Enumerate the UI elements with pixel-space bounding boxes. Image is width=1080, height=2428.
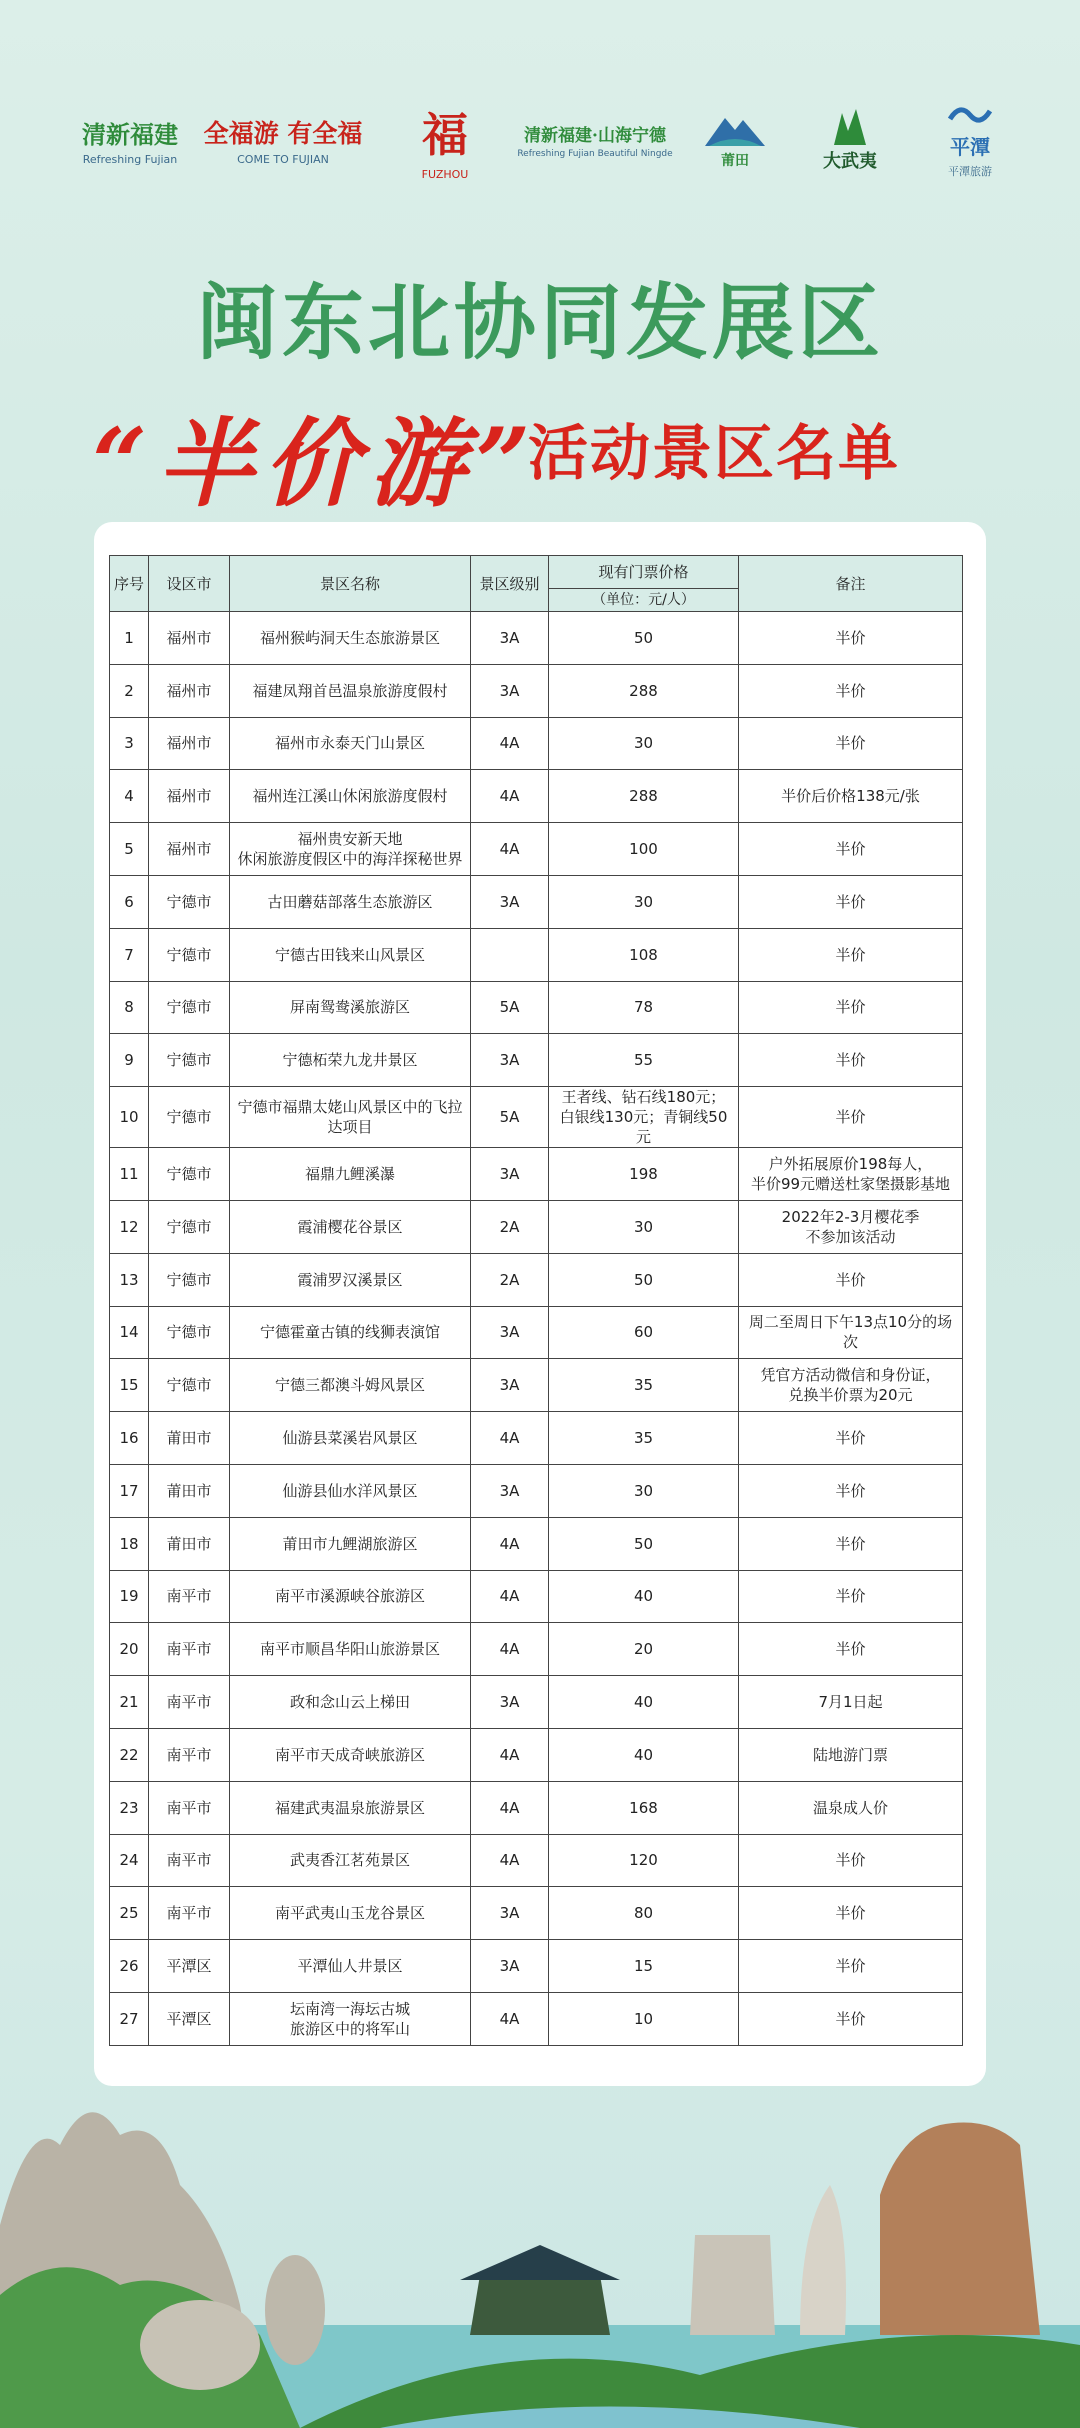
logo-subtext: Refreshing Fujian Beautiful Ningde (517, 149, 673, 159)
cell-city: 莆田市 (149, 1464, 230, 1517)
cell-city: 宁德市 (149, 981, 230, 1034)
header-level: 景区级别 (471, 556, 549, 612)
cell-city: 南平市 (149, 1887, 230, 1940)
cell-price: 55 (549, 1034, 739, 1087)
cell-level: 4A (471, 1517, 549, 1570)
cell-name: 莆田市九鲤湖旅游区 (230, 1517, 471, 1570)
cell-city: 莆田市 (149, 1412, 230, 1465)
cell-level: 4A (471, 1728, 549, 1781)
cell-level: 3A (471, 1034, 549, 1087)
cell-no: 17 (110, 1464, 149, 1517)
cell-note: 半价 (739, 612, 963, 665)
cell-note: 半价 (739, 664, 963, 717)
cell-note: 半价 (739, 1887, 963, 1940)
cell-price: 120 (549, 1834, 739, 1887)
cell-city: 宁德市 (149, 1148, 230, 1201)
table-row (110, 1087, 963, 1148)
logo-text: 清新福建 (82, 119, 178, 149)
table-row (110, 1887, 963, 1940)
logo-subtext: COME TO FUJIAN (237, 153, 329, 166)
cell-level: 4A (471, 1781, 549, 1834)
cell-name: 霞浦樱花谷景区 (230, 1200, 471, 1253)
header-price-unit: （单位：元/人） (549, 589, 739, 612)
header-price: 现有门票价格 (549, 556, 739, 589)
cell-note: 温泉成人价 (739, 1781, 963, 1834)
cell-no: 2 (110, 664, 149, 717)
cell-name: 仙游县仙水洋风景区 (230, 1464, 471, 1517)
cell-level: 4A (471, 823, 549, 876)
cell-city: 南平市 (149, 1676, 230, 1729)
logo-text: 大武夷 (823, 151, 877, 172)
table-row (110, 1306, 963, 1359)
cell-name: 福州贵安新天地 休闲旅游度假区中的海洋探秘世界 (230, 823, 471, 876)
cell-note: 半价 (739, 1992, 963, 2045)
cell-note: 陆地游门票 (739, 1728, 963, 1781)
cell-no: 6 (110, 875, 149, 928)
cell-level: 2A (471, 1253, 549, 1306)
logo-text: 福 (422, 108, 468, 162)
cell-city: 福州市 (149, 770, 230, 823)
cell-name: 仙游县菜溪岩风景区 (230, 1412, 471, 1465)
cell-level (471, 928, 549, 981)
cell-no: 7 (110, 928, 149, 981)
wuyi-logo (800, 95, 900, 185)
cell-city: 福州市 (149, 823, 230, 876)
cell-level: 3A (471, 1887, 549, 1940)
cell-city: 福州市 (149, 717, 230, 770)
cell-no: 21 (110, 1676, 149, 1729)
table-body (110, 612, 963, 2046)
cell-price: 80 (549, 1887, 739, 1940)
cell-note: 半价后价格138元/张 (739, 770, 963, 823)
scenic-spot-table (109, 555, 963, 2046)
mountain-icon (703, 110, 767, 150)
cell-note: 周二至周日下午13点10分的场次 (739, 1306, 963, 1359)
table-row (110, 1464, 963, 1517)
cell-city: 宁德市 (149, 875, 230, 928)
cell-level: 4A (471, 1992, 549, 2045)
cell-price: 20 (549, 1623, 739, 1676)
cell-price: 30 (549, 1464, 739, 1517)
table-row (110, 1148, 963, 1201)
cell-note: 半价 (739, 928, 963, 981)
cell-name: 宁德市福鼎太姥山风景区中的飞拉 达项目 (230, 1087, 471, 1148)
quanfu-logo (188, 95, 378, 185)
table-row (110, 1728, 963, 1781)
cell-city: 宁德市 (149, 1034, 230, 1087)
cell-level: 4A (471, 770, 549, 823)
cell-price: 168 (549, 1781, 739, 1834)
cell-price: 288 (549, 770, 739, 823)
cell-name: 南平武夷山玉龙谷景区 (230, 1887, 471, 1940)
header-name: 景区名称 (230, 556, 471, 612)
cell-note: 7月1日起 (739, 1676, 963, 1729)
cell-level: 3A (471, 664, 549, 717)
cell-level: 3A (471, 1676, 549, 1729)
cell-name: 宁德三都澳斗姆风景区 (230, 1359, 471, 1412)
cell-city: 南平市 (149, 1781, 230, 1834)
half-price-brush-text: “半价游” (92, 407, 541, 520)
cell-level: 4A (471, 1412, 549, 1465)
cell-note: 半价 (739, 1517, 963, 1570)
cell-no: 8 (110, 981, 149, 1034)
table-row (110, 1940, 963, 1993)
cell-no: 15 (110, 1359, 149, 1412)
cell-no: 18 (110, 1517, 149, 1570)
cell-city: 宁德市 (149, 1253, 230, 1306)
table-row (110, 823, 963, 876)
cell-city: 宁德市 (149, 1306, 230, 1359)
cell-level: 4A (471, 1570, 549, 1623)
cell-no: 19 (110, 1570, 149, 1623)
logo-subtext: Refreshing Fujian (82, 152, 178, 166)
table-row (110, 1834, 963, 1887)
wave-icon (948, 101, 992, 131)
logo-text: 莆田 (721, 153, 749, 169)
cell-level: 3A (471, 1359, 549, 1412)
cell-city: 南平市 (149, 1623, 230, 1676)
cell-price: 15 (549, 1940, 739, 1993)
cell-city: 南平市 (149, 1570, 230, 1623)
cell-level: 4A (471, 717, 549, 770)
cell-name: 福州连江溪山休闲旅游度假村 (230, 770, 471, 823)
cell-no: 13 (110, 1253, 149, 1306)
cell-name: 坛南湾一海坛古城 旅游区中的将军山 (230, 1992, 471, 2045)
cell-note: 凭官方活动微信和身份证， 兑换半价票为20元 (739, 1359, 963, 1412)
cell-note: 半价 (739, 717, 963, 770)
table-row (110, 1200, 963, 1253)
cell-city: 宁德市 (149, 1359, 230, 1412)
cell-price: 100 (549, 823, 739, 876)
table-row (110, 770, 963, 823)
cell-name: 福州猴屿洞天生态旅游景区 (230, 612, 471, 665)
cell-name: 宁德柘荣九龙井景区 (230, 1034, 471, 1087)
cell-name: 霞浦罗汉溪景区 (230, 1253, 471, 1306)
cell-no: 4 (110, 770, 149, 823)
ningde-logo (515, 95, 675, 185)
cell-price: 78 (549, 981, 739, 1034)
cell-no: 24 (110, 1834, 149, 1887)
cell-level: 3A (471, 1464, 549, 1517)
cell-name: 武夷香江茗苑景区 (230, 1834, 471, 1887)
table-row (110, 1253, 963, 1306)
cell-level: 3A (471, 1306, 549, 1359)
table-row (110, 664, 963, 717)
table-row (110, 1412, 963, 1465)
cell-no: 14 (110, 1306, 149, 1359)
cell-level: 2A (471, 1200, 549, 1253)
cell-no: 12 (110, 1200, 149, 1253)
logo-text: 平潭 (950, 135, 990, 159)
cell-no: 26 (110, 1940, 149, 1993)
cell-note: 半价 (739, 1834, 963, 1887)
scenery-illustration (0, 2075, 1080, 2428)
cell-level: 5A (471, 1087, 549, 1148)
cell-note: 半价 (739, 1253, 963, 1306)
cell-price: 35 (549, 1359, 739, 1412)
table-row (110, 1992, 963, 2045)
cell-note: 半价 (739, 1623, 963, 1676)
page-title: 闽东北协同发展区 (195, 276, 884, 371)
subtitle-text: 活动景区名单 (528, 419, 900, 489)
cell-note: 半价 (739, 1570, 963, 1623)
cell-name: 平潭仙人井景区 (230, 1940, 471, 1993)
logo-subtext: FUZHOU (421, 168, 469, 181)
cell-city: 宁德市 (149, 1200, 230, 1253)
table-row (110, 1517, 963, 1570)
cell-level: 3A (471, 1148, 549, 1201)
fuzhou-logo (395, 95, 495, 185)
cell-price: 40 (549, 1676, 739, 1729)
cell-no: 3 (110, 717, 149, 770)
cell-no: 25 (110, 1887, 149, 1940)
cell-name: 屏南鸳鸯溪旅游区 (230, 981, 471, 1034)
table-row (110, 875, 963, 928)
cell-price: 198 (549, 1148, 739, 1201)
cell-level: 3A (471, 612, 549, 665)
cell-city: 平潭区 (149, 1992, 230, 2045)
cell-name: 福建武夷温泉旅游景区 (230, 1781, 471, 1834)
table-row (110, 1034, 963, 1087)
refreshing-fujian-logo (60, 95, 200, 185)
cell-price: 35 (549, 1412, 739, 1465)
cell-price: 50 (549, 1253, 739, 1306)
cell-name: 宁德霍童古镇的线狮表演馆 (230, 1306, 471, 1359)
cell-name: 福鼎九鲤溪瀑 (230, 1148, 471, 1201)
cell-price: 40 (549, 1570, 739, 1623)
header-note: 备注 (739, 556, 963, 612)
cell-city: 平潭区 (149, 1940, 230, 1993)
cell-price: 10 (549, 1992, 739, 2045)
cell-level: 3A (471, 875, 549, 928)
cell-name: 宁德古田钱来山风景区 (230, 928, 471, 981)
cell-city: 福州市 (149, 664, 230, 717)
table-row (110, 717, 963, 770)
cell-no: 1 (110, 612, 149, 665)
cell-city: 宁德市 (149, 928, 230, 981)
cell-note: 半价 (739, 981, 963, 1034)
header-city: 设区市 (149, 556, 230, 612)
cell-price: 288 (549, 664, 739, 717)
table-row (110, 1570, 963, 1623)
cell-price: 60 (549, 1306, 739, 1359)
cell-no: 16 (110, 1412, 149, 1465)
cell-level: 4A (471, 1623, 549, 1676)
page-subtitle (0, 388, 1080, 520)
cell-name: 福建凤翔首邑温泉旅游度假村 (230, 664, 471, 717)
cell-note: 半价 (739, 1464, 963, 1517)
logo-text: 全福游 有全福 (203, 119, 363, 148)
cell-price: 王者线、钻石线180元； 白银线130元；青铜线50元 (549, 1087, 739, 1148)
cell-name: 南平市溪源峡谷旅游区 (230, 1570, 471, 1623)
cell-no: 5 (110, 823, 149, 876)
cell-price: 30 (549, 1200, 739, 1253)
cell-name: 政和念山云上梯田 (230, 1676, 471, 1729)
cell-price: 40 (549, 1728, 739, 1781)
cell-no: 10 (110, 1087, 149, 1148)
cell-price: 108 (549, 928, 739, 981)
table-row (110, 1676, 963, 1729)
cell-note: 半价 (739, 1087, 963, 1148)
logo-text: 清新福建·山海宁德 (524, 126, 666, 146)
cell-note: 半价 (739, 1940, 963, 1993)
cell-level: 5A (471, 981, 549, 1034)
putian-logo (695, 95, 775, 185)
table-row (110, 612, 963, 665)
header-no: 序号 (110, 556, 149, 612)
cell-no: 22 (110, 1728, 149, 1781)
cell-no: 20 (110, 1623, 149, 1676)
cell-price: 50 (549, 612, 739, 665)
cell-name: 古田蘑菇部落生态旅游区 (230, 875, 471, 928)
cell-name: 南平市顺昌华阳山旅游景区 (230, 1623, 471, 1676)
table-row (110, 1359, 963, 1412)
cell-note: 半价 (739, 875, 963, 928)
cell-city: 福州市 (149, 612, 230, 665)
logo-subtext: 平潭旅游 (948, 165, 992, 178)
table-row (110, 1781, 963, 1834)
cell-city: 莆田市 (149, 1517, 230, 1570)
cell-note: 户外拓展原价198每人， 半价99元赠送杜家堡摄影基地 (739, 1148, 963, 1201)
cell-price: 30 (549, 875, 739, 928)
cell-city: 南平市 (149, 1834, 230, 1887)
table-row (110, 981, 963, 1034)
cell-note: 2022年2-3月樱花季 不参加该活动 (739, 1200, 963, 1253)
cell-city: 南平市 (149, 1728, 230, 1781)
cell-level: 4A (471, 1834, 549, 1887)
cell-city: 宁德市 (149, 1087, 230, 1148)
cell-no: 23 (110, 1781, 149, 1834)
cell-no: 9 (110, 1034, 149, 1087)
peak-icon (830, 107, 870, 147)
table-row (110, 928, 963, 981)
pingtan-logo (930, 95, 1010, 185)
cell-name: 福州市永泰天门山景区 (230, 717, 471, 770)
cell-no: 27 (110, 1992, 149, 2045)
cell-note: 半价 (739, 1034, 963, 1087)
cell-no: 11 (110, 1148, 149, 1201)
cell-price: 50 (549, 1517, 739, 1570)
cell-note: 半价 (739, 1412, 963, 1465)
cell-note: 半价 (739, 823, 963, 876)
cell-price: 30 (549, 717, 739, 770)
logo-bar (0, 95, 1080, 185)
cell-level: 3A (471, 1940, 549, 1993)
table-row (110, 1623, 963, 1676)
table-card (94, 522, 986, 2086)
cell-name: 南平市天成奇峡旅游区 (230, 1728, 471, 1781)
